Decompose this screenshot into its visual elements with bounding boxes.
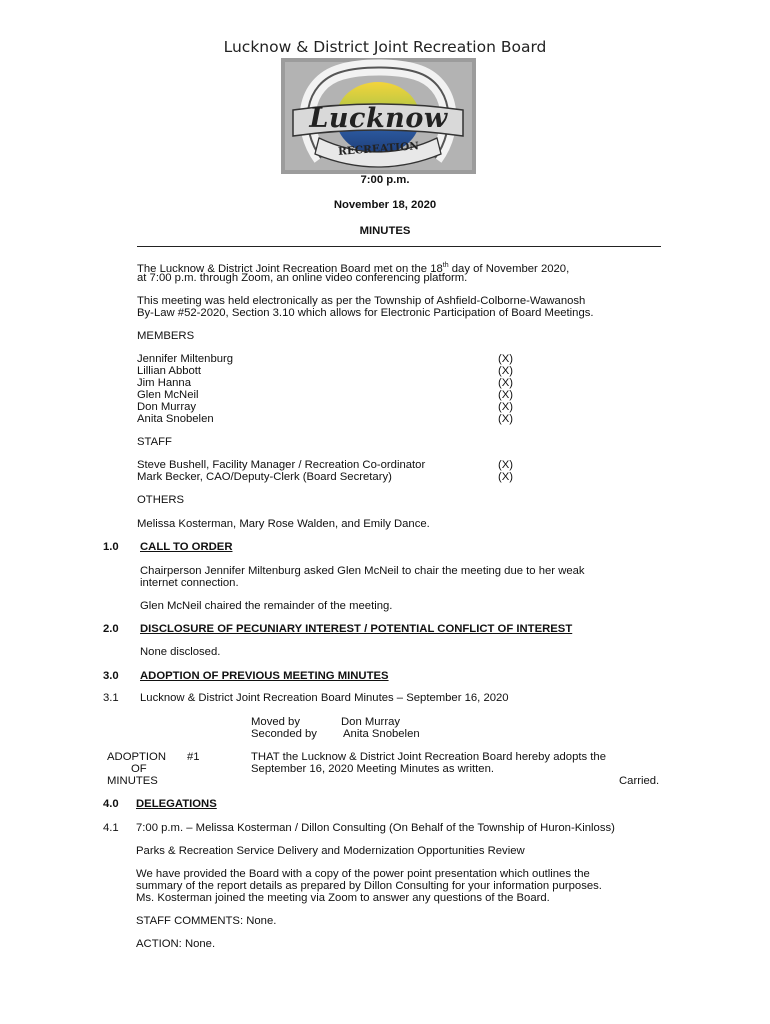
attendance-mark: (X) (498, 377, 514, 389)
section-paragraph-line: summary of the report details as prepared by Dillon Consulting for your information purposes. (136, 880, 602, 892)
members-heading: MEMBERS (137, 330, 195, 342)
member-name: Jim Hanna (137, 377, 191, 389)
others-list: Melissa Kosterman, Mary Rose Walden, and Emily Dance. (137, 518, 430, 530)
staff-comments: STAFF COMMENTS: None. (136, 915, 277, 927)
meeting-time: 7:00 p.m. (360, 174, 410, 186)
resolution-number: #1 (187, 751, 200, 763)
section-title: ADOPTION OF PREVIOUS MEETING MINUTES (140, 670, 389, 682)
section-number: 3.0 (103, 670, 119, 682)
doc-type: MINUTES (359, 225, 411, 237)
resolution-label: ADOPTION (107, 751, 166, 763)
section-paragraph-line: Ms. Kosterman joined the meeting via Zoom to answer any questions of the Board. (136, 892, 550, 904)
logo-subtitle: RECREATION (337, 140, 420, 158)
attendance-mark: (X) (498, 413, 514, 425)
page-title: Lucknow & District Joint Recreation Board (223, 38, 547, 56)
others-heading: OTHERS (137, 494, 185, 506)
attendance-mark: (X) (498, 353, 514, 365)
resolution-text: September 16, 2020 Meeting Minutes as written. (251, 763, 495, 775)
staff-name: Steve Bushell, Facility Manager / Recreation Co-ordinator (137, 459, 426, 471)
logo-word: Lucknow (309, 103, 448, 134)
subsection-number: 4.1 (103, 822, 119, 834)
attendance-mark: (X) (498, 471, 514, 483)
moved-by-label: Moved by (251, 716, 300, 728)
action-note: ACTION: None. (136, 938, 216, 950)
subsection-title: Lucknow & District Joint Recreation Board Minutes – September 16, 2020 (140, 692, 509, 704)
meeting-date: November 18, 2020 (333, 199, 437, 211)
seconded-by-name: Anita Snobelen (343, 728, 420, 740)
resolution-text: THAT the Lucknow & District Joint Recreation Board hereby adopts the (251, 751, 606, 763)
resolution-label: OF (131, 763, 147, 775)
staff-heading: STAFF (137, 436, 172, 448)
section-paragraph: None disclosed. (140, 646, 221, 658)
attendance-mark: (X) (498, 365, 514, 377)
moved-by-name: Don Murray (341, 716, 401, 728)
subsection-title: 7:00 p.m. – Melissa Kosterman / Dillon Consulting (On Behalf of the Township of Huron-Kinloss) (136, 822, 615, 834)
attendance-mark: (X) (498, 459, 514, 471)
staff-name: Mark Becker, CAO/Deputy-Clerk (Board Secretary) (137, 471, 392, 483)
section-number: 2.0 (103, 623, 119, 635)
attendance-mark: (X) (498, 389, 514, 401)
section-paragraph: Parks & Recreation Service Delivery and Modernization Opportunities Review (136, 845, 525, 857)
section-title: CALL TO ORDER (140, 541, 233, 553)
member-name: Glen McNeil (137, 389, 199, 401)
member-name: Jennifer Miltenburg (137, 353, 234, 365)
seconded-by-label: Seconded by (251, 728, 317, 740)
section-paragraph-line: Chairperson Jennifer Miltenburg asked Glen McNeil to chair the meeting due to her weak (140, 565, 585, 577)
carried-label: Carried. (619, 775, 660, 787)
section-number: 1.0 (103, 541, 119, 553)
resolution-label: MINUTES (107, 775, 158, 787)
section-paragraph-line: internet connection. (140, 577, 239, 589)
intro-paragraph-line: The Lucknow & District Joint Recreation Board met on the 18th day of November 2020, (137, 262, 570, 275)
section-paragraph: Glen McNeil chaired the remainder of the meeting. (140, 600, 393, 612)
intro-paragraph-line: By-Law #52-2020, Section 3.10 which allows for Electronic Participation of Board Meetings. (137, 307, 594, 319)
section-title: DELEGATIONS (136, 798, 217, 810)
section-number: 4.0 (103, 798, 119, 810)
section-paragraph-line: We have provided the Board with a copy of the power point presentation which outlines the (136, 868, 590, 880)
subsection-number: 3.1 (103, 692, 119, 704)
section-title: DISCLOSURE OF PECUNIARY INTEREST / POTENTIAL CONFLICT OF INTEREST (140, 623, 573, 635)
member-name: Anita Snobelen (137, 413, 214, 425)
intro-paragraph-line: This meeting was held electronically as per the Township of Ashfield-Colborne-Wawanosh (137, 295, 586, 307)
intro-paragraph-line: at 7:00 p.m. through Zoom, an online video conferencing platform. (137, 272, 468, 284)
member-name: Lillian Abbott (137, 365, 202, 377)
divider (137, 246, 661, 247)
member-name: Don Murray (137, 401, 197, 413)
attendance-mark: (X) (498, 401, 514, 413)
